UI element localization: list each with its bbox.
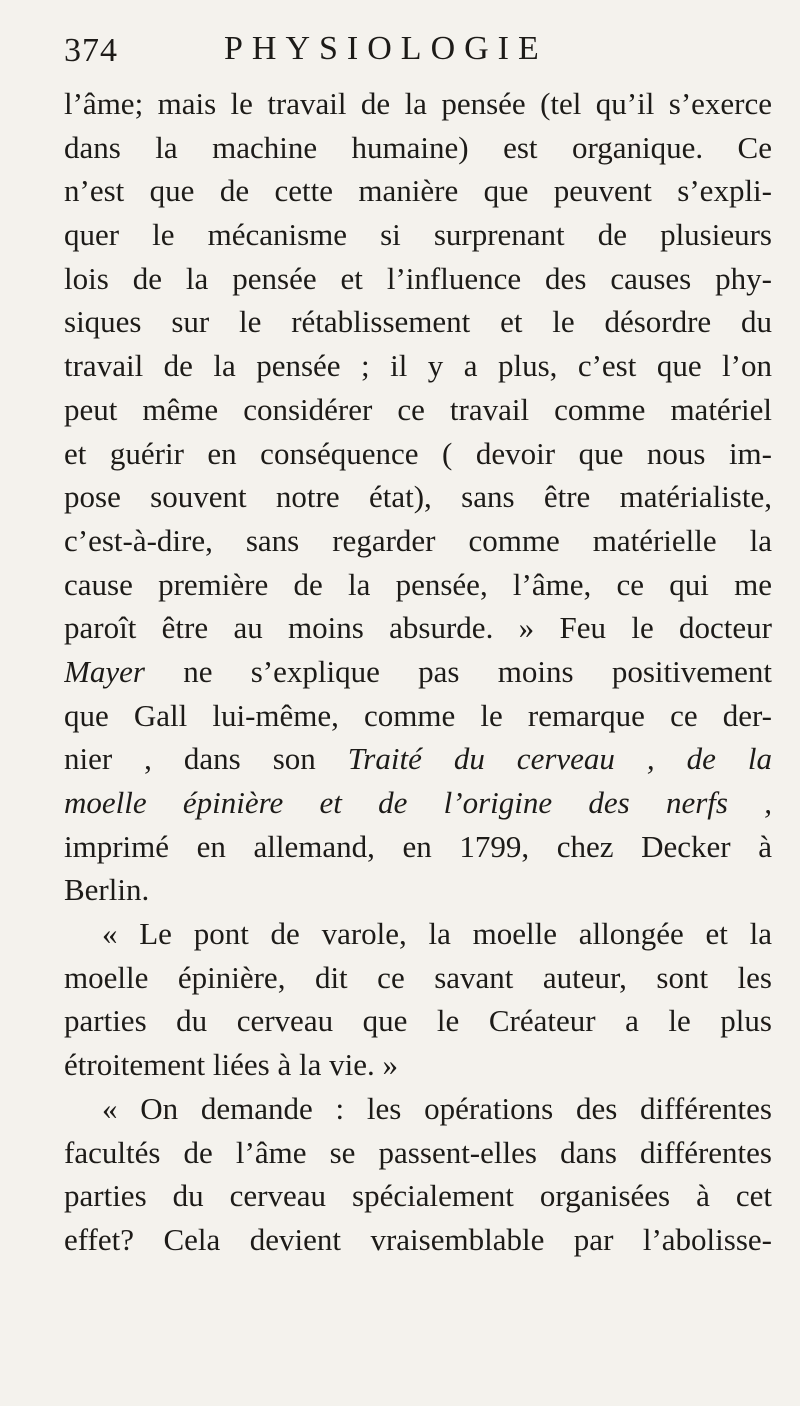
text-line (64, 213, 772, 257)
line-text: « Le pont de varole, la moelle allongée et la (102, 916, 772, 952)
line-text: lois de la pensée et l’influence des causes phy- (64, 260, 772, 296)
line-text: siques sur le rétablissement et le désordre du (64, 304, 772, 340)
line-text: moelle épinière, dit ce savant auteur, sont les (64, 959, 772, 995)
text-line (64, 432, 772, 476)
line-text: imprimé en allemand, en 1799, chez Decker à (64, 828, 772, 864)
text-line (64, 737, 772, 781)
text-line (64, 1174, 772, 1218)
text-line (64, 1131, 772, 1175)
line-text: ne s’explique pas moins positivement (144, 653, 772, 689)
text-line (64, 781, 772, 825)
italic-text: moelle épinière et de l’origine des nerfs , (64, 785, 772, 820)
text-line (64, 956, 772, 1000)
text-line (64, 1087, 772, 1131)
line-text: peut même considérer ce travail comme matériel (64, 391, 772, 427)
line-text: pose souvent notre état), sans être matérialiste, (64, 479, 772, 515)
text-line (64, 563, 772, 607)
page-header (64, 28, 760, 78)
italic-text: Traité du cerveau , de la (347, 741, 772, 777)
text-line (64, 475, 772, 519)
body-text (64, 82, 772, 1262)
line-text: travail de la pensée ; il y a plus, c’est que l’on (64, 348, 772, 384)
text-line (64, 999, 772, 1043)
line-text: parties du cerveau spécialement organisées à cet (64, 1178, 772, 1214)
line-text: Berlin. (64, 872, 150, 908)
text-line (64, 825, 772, 869)
text-line (64, 82, 772, 126)
text-line (64, 912, 772, 956)
line-text: quer le mécanisme si surprenant de plusieurs (64, 217, 772, 253)
text-line (64, 169, 772, 213)
line-text: « On demande : les opérations des différentes (102, 1090, 772, 1126)
line-text: n’est que de cette manière que peuvent s’expli- (64, 173, 772, 209)
line-text: l’âme; mais le travail de la pensée (tel qu’il s’exerce (64, 86, 772, 121)
line-text: parties du cerveau que le Créateur a le plus (64, 1003, 772, 1039)
line-text: cause première de la pensée, l’âme, ce qui me (64, 566, 772, 602)
text-line (64, 868, 772, 912)
line-text: facultés de l’âme se passent-elles dans différentes (64, 1134, 772, 1170)
text-line (64, 126, 772, 170)
text-line (64, 1043, 772, 1087)
text-line (64, 257, 772, 301)
line-text: nier , dans son (64, 741, 348, 777)
page-number: 374 (64, 32, 118, 69)
text-line (64, 694, 772, 738)
line-text: effet? Cela devient vraisemblable par l’abolisse- (64, 1221, 772, 1257)
italic-text: Mayer (64, 653, 145, 689)
line-text: et guérir en conséquence ( devoir que nous im- (64, 435, 772, 471)
line-text: étroitement liées à la vie. » (64, 1047, 398, 1083)
text-line (64, 650, 772, 694)
text-line (64, 388, 772, 432)
line-text: c’est-à-dire, sans regarder comme matérielle la (64, 522, 772, 558)
text-line (64, 606, 772, 650)
text-line (64, 300, 772, 344)
line-text: paroît être au moins absurde. » Feu le docteur (64, 610, 772, 646)
text-line (64, 519, 772, 563)
running-head: PHYSIOLOGIE (224, 30, 548, 67)
text-line (64, 1218, 772, 1262)
line-text: que Gall lui-même, comme le remarque ce der- (64, 697, 772, 733)
text-line (64, 344, 772, 388)
line-text: dans la machine humaine) est organique. Ce (64, 129, 772, 165)
